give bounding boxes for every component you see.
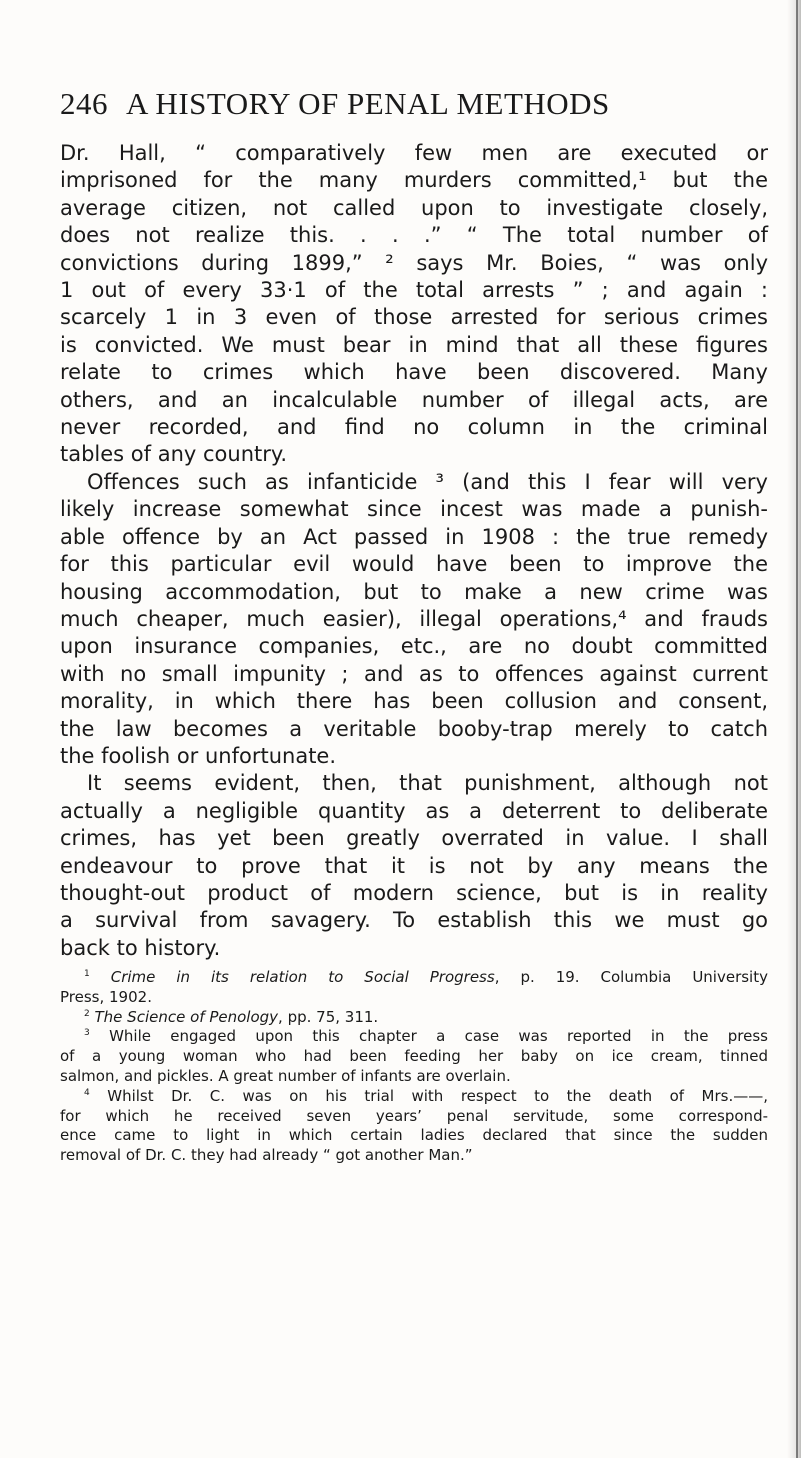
- text-line: does not realize this. . . .” “ The total number of: [60, 223, 768, 248]
- footnote-text: removal of Dr. C. they had already “ got another Man.”: [60, 1146, 473, 1165]
- text-line: the law becomes a veritable booby-trap merely to catch: [60, 716, 768, 741]
- footnotes: [60, 968, 768, 1166]
- text-line: housing accommodation, but to make a new crime was: [60, 579, 768, 604]
- footnote-text: for which he received seven years’ penal servitude, some correspond-: [60, 1106, 768, 1125]
- footnote-text: salmon, and pickles. A great number of infants are overlain.: [60, 1066, 511, 1085]
- text-line: is convicted. We must bear in mind that all these figures: [60, 332, 768, 357]
- page-number: 246: [60, 86, 108, 121]
- footnote-text: , pp. 75, 311.: [278, 1007, 379, 1026]
- text-line: It seems evident, then, that punishment, although not: [87, 771, 768, 796]
- text-line: thought-out product of modern science, but is in reality: [60, 880, 768, 905]
- page-edge-line: [796, 0, 798, 1458]
- text-line: the foolish or unfortunate.: [60, 743, 337, 768]
- footnote-mark: 4: [84, 1087, 90, 1098]
- footnote-text: Whilst Dr. C. was on his trial with respect to the death of Mrs.——,: [107, 1086, 769, 1105]
- footnote-mark: 2: [84, 1008, 90, 1019]
- footnote-4: [60, 1087, 768, 1107]
- text-line: relate to crimes which have been discovered. Many: [60, 360, 768, 385]
- text-line: much cheaper, much easier), illegal operations,⁴ and frauds: [60, 606, 768, 631]
- text-line: endeavour to prove that it is not by any means the: [60, 853, 768, 878]
- text-line: with no small impunity ; and as to offences against current: [60, 661, 768, 686]
- text-line: tables of any country.: [60, 442, 287, 467]
- text-line: imprisoned for the many murders committed,¹ but the: [60, 168, 768, 193]
- text-line: Dr. Hall, “ comparatively few men are executed or: [60, 141, 768, 165]
- text-line: convictions during 1899,” ² says Mr. Boies, “ was only: [60, 250, 768, 275]
- running-header: [60, 86, 760, 122]
- footnote-title: Crime in its relation to Social Progress: [110, 968, 495, 986]
- running-title: A HISTORY OF PENAL METHODS: [126, 86, 610, 121]
- footnote-text: , p. 19. Columbia University: [494, 968, 768, 986]
- footnote-2: [60, 1008, 768, 1028]
- footnote-text: of a young woman who had been feeding her baby on ice cream, tinned: [60, 1047, 768, 1066]
- text-line: able offence by an Act passed in 1908 : the true remedy: [60, 524, 768, 549]
- text-line: others, and an incalculable number of illegal acts, are: [60, 387, 768, 412]
- text-line: 1 out of every 33·1 of the total arrests ” ; and again :: [60, 278, 768, 303]
- footnote-mark: 3: [84, 1028, 90, 1039]
- text-line: a survival from savagery. To establish this we must go: [60, 908, 768, 933]
- footnote-mark: 1: [84, 969, 90, 979]
- footnote-text: While engaged upon this chapter a case was reported in the press: [109, 1027, 768, 1046]
- footnote-1: [60, 968, 768, 988]
- footnote-3: [60, 1027, 768, 1047]
- text-line: morality, in which there has been collusion and consent,: [60, 689, 768, 714]
- body-text: [60, 140, 768, 962]
- text-line: likely increase somewhat since incest was made a punish-: [60, 497, 768, 522]
- footnote-title: The Science of Penology: [94, 1007, 279, 1026]
- text-line: back to history.: [60, 935, 221, 960]
- text-line: actually a negligible quantity as a deterrent to deliberate: [60, 798, 768, 823]
- text-line: Offences such as infanticide ³ (and this I fear will very: [87, 469, 768, 494]
- text-line: scarcely 1 in 3 even of those arrested for serious crimes: [60, 305, 768, 330]
- text-line: upon insurance companies, etc., are no doubt committed: [60, 634, 768, 659]
- page-edge-shadow: [787, 0, 801, 1458]
- footnote-text: ence came to light in which certain ladies declared that since the sudden: [60, 1126, 768, 1145]
- text-line: for this particular evil would have been to improve the: [60, 552, 768, 577]
- text-line: never recorded, and find no column in the criminal: [60, 415, 768, 440]
- text-line: crimes, has yet been greatly overrated in value. I shall: [60, 826, 768, 851]
- footnote-text: Press, 1902.: [60, 987, 152, 1006]
- text-line: average citizen, not called upon to investigate closely,: [60, 195, 768, 220]
